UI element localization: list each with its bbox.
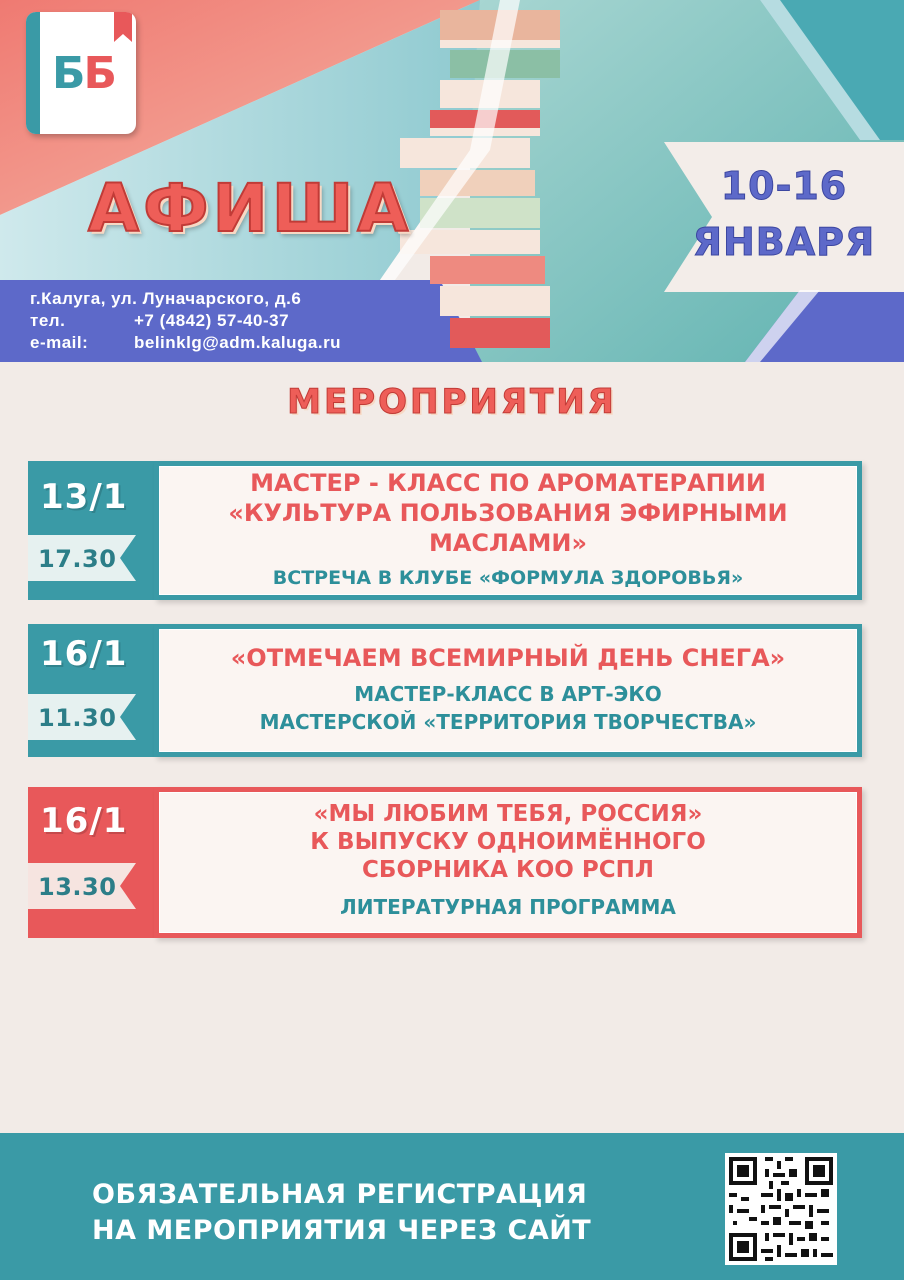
registration-note bbox=[92, 1177, 591, 1249]
event-subtitle-line: МАСТЕР-КЛАСС В АРТ-ЭКО bbox=[354, 682, 662, 706]
registration-line-2: НА МЕРОПРИЯТИЯ ЧЕРЕЗ САЙТ bbox=[92, 1215, 592, 1246]
library-logo-icon bbox=[26, 12, 136, 134]
event-title-line: МАСЛАМИ» bbox=[428, 529, 588, 557]
event-card bbox=[28, 624, 862, 757]
logo-letter-b: Б bbox=[83, 48, 116, 99]
phone-number[interactable]: +7 (4842) 57-40-37 bbox=[134, 311, 290, 330]
email-label: e-mail: bbox=[30, 333, 89, 352]
event-time: 11.30 bbox=[38, 704, 117, 732]
date-range-days: 10-16 bbox=[720, 164, 848, 208]
event-title-line: МАСТЕР - КЛАСС ПО АРОМАТЕРАПИИ bbox=[250, 469, 766, 497]
event-subtitle-line: МАСТЕРСКОЙ «ТЕРРИТОРИЯ ТВОРЧЕСТВА» bbox=[259, 710, 757, 734]
event-title-line: «МЫ ЛЮБИМ ТЕБЯ, РОССИЯ» bbox=[313, 801, 703, 827]
qr-code-pattern bbox=[725, 1153, 837, 1265]
phone-label: тел. bbox=[30, 311, 66, 330]
event-date: 16/1 bbox=[40, 801, 128, 841]
email-address[interactable]: belinklg@adm.kaluga.ru bbox=[134, 333, 342, 352]
footer bbox=[0, 1133, 904, 1280]
event-subtitle-line: ВСТРЕЧА В КЛУБЕ «ФОРМУЛА ЗДОРОВЬЯ» bbox=[272, 567, 744, 589]
bookmark-icon bbox=[114, 12, 132, 42]
event-time-tag bbox=[28, 694, 136, 740]
event-subtitle-line: ЛИТЕРАТУРНАЯ ПРОГРАММА bbox=[340, 895, 676, 919]
date-range-month: ЯНВАРЯ bbox=[692, 220, 876, 264]
logo-letters bbox=[52, 48, 132, 99]
event-title-line: К ВЫПУСКУ ОДНОИМЁННОГО bbox=[310, 829, 706, 855]
event-time: 13.30 bbox=[38, 873, 117, 901]
address: г.Калуга, ул. Луначарского, д.6 bbox=[30, 289, 302, 308]
event-title-line: «ОТМЕЧАЕМ ВСЕМИРНЫЙ ДЕНЬ СНЕГА» bbox=[230, 644, 786, 672]
event-date: 16/1 bbox=[40, 634, 128, 674]
logo-letter-a: Б bbox=[52, 48, 84, 99]
event-title-line: СБОРНИКА КОО РСПЛ bbox=[362, 857, 654, 883]
event-card bbox=[28, 787, 862, 938]
section-title: МЕРОПРИЯТИЯ bbox=[287, 382, 617, 422]
registration-line-1: ОБЯЗАТЕЛЬНАЯ РЕГИСТРАЦИЯ bbox=[92, 1179, 588, 1210]
event-date: 13/1 bbox=[40, 477, 128, 517]
event-title-line: «КУЛЬТУРА ПОЛЬЗОВАНИЯ ЭФИРНЫМИ bbox=[228, 499, 788, 527]
logo-spine bbox=[26, 12, 40, 134]
qr-code-icon[interactable] bbox=[725, 1153, 837, 1265]
event-time-tag bbox=[28, 863, 136, 909]
date-range bbox=[664, 142, 904, 292]
event-time: 17.30 bbox=[38, 545, 117, 573]
event-time-tag bbox=[28, 535, 136, 581]
header bbox=[0, 0, 904, 362]
event-card bbox=[28, 461, 862, 600]
poster-title: АФИША bbox=[88, 170, 413, 247]
